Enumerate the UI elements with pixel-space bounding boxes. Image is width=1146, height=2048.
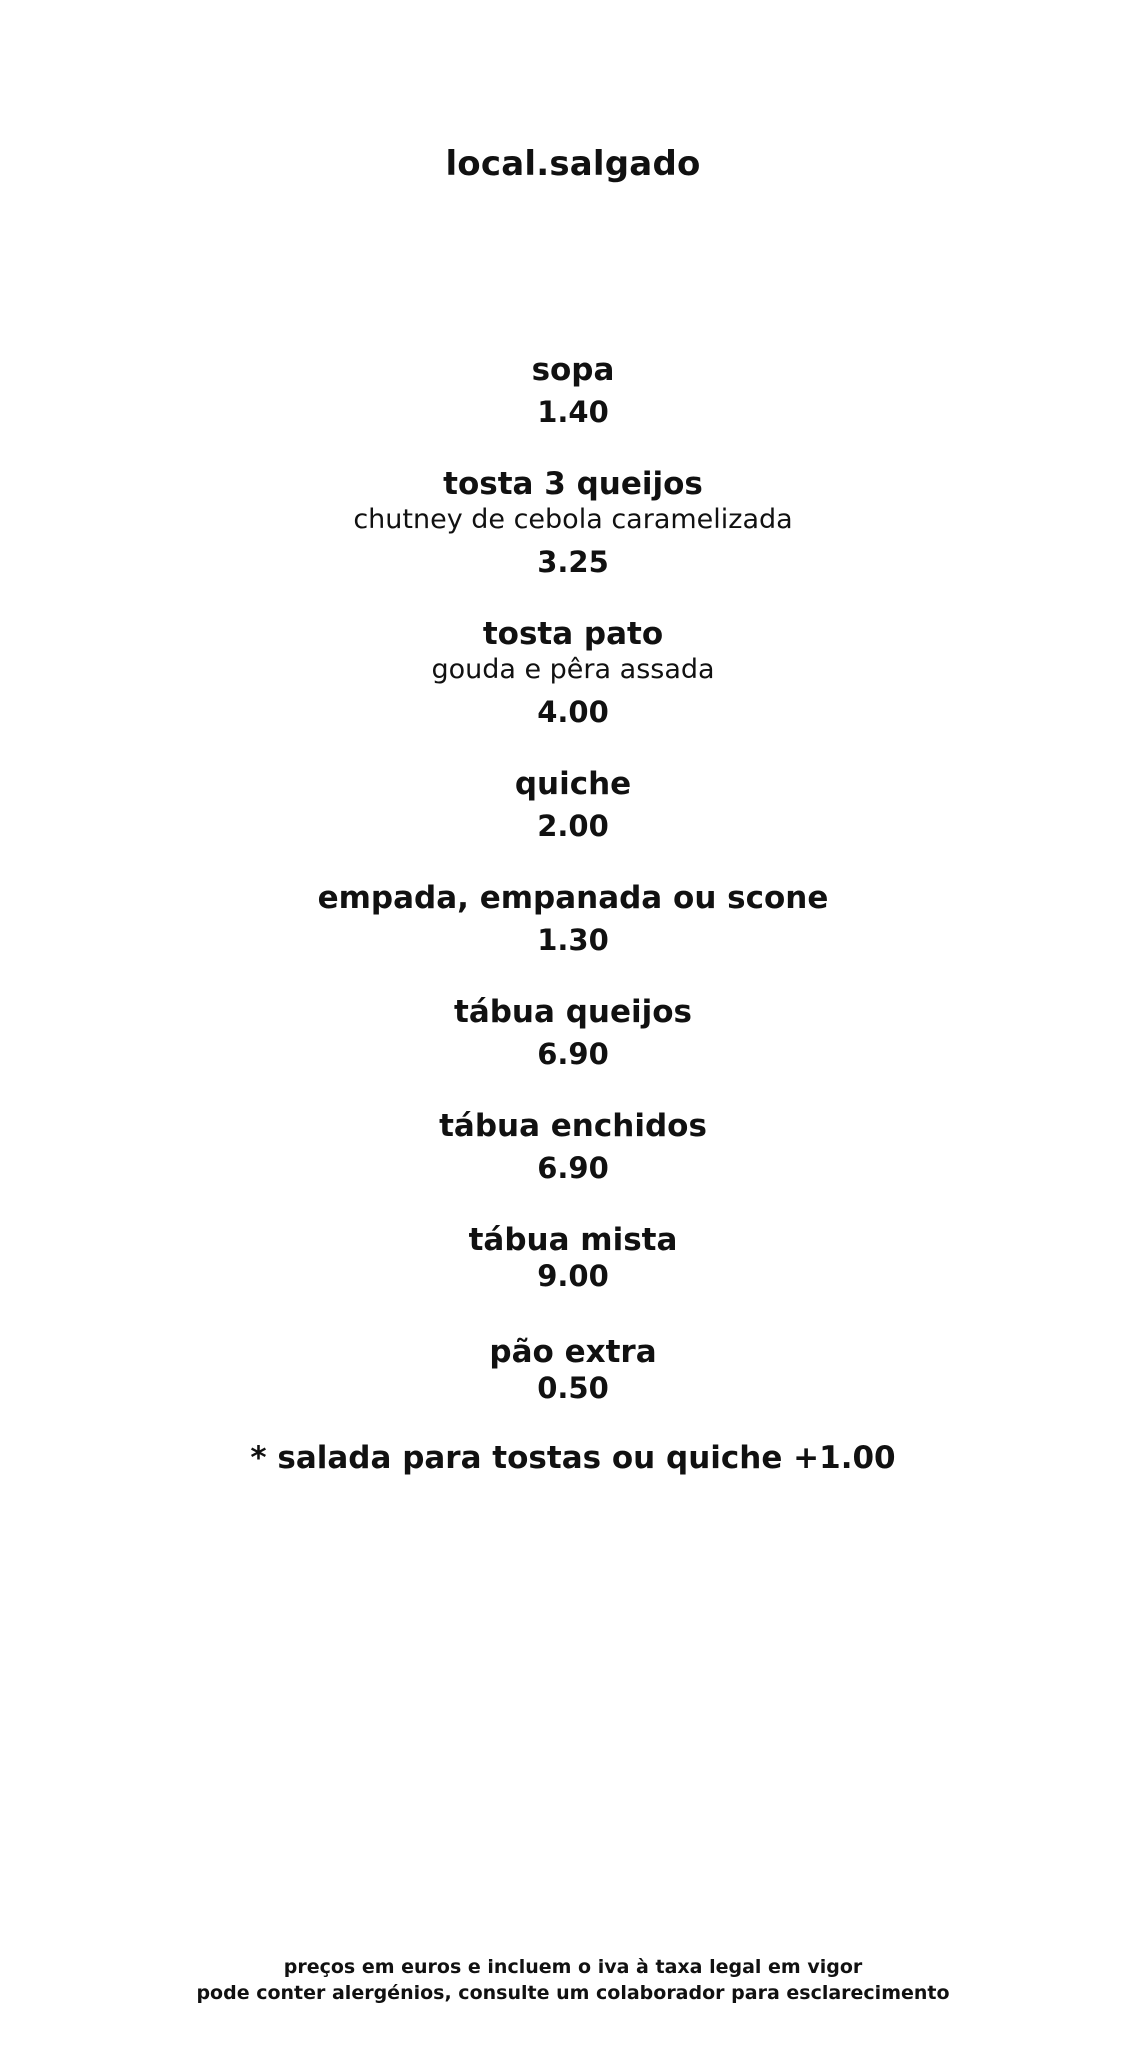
menu-item-price-tosta-3-queijos: 3.25 [537, 545, 609, 579]
menu-item-name-quiche: quiche [514, 766, 632, 802]
footer-allergens-note: pode conter alergénios, consulte um colaborador para esclarecimento [196, 1982, 950, 2004]
menu-item-description-tosta-pato: gouda e pêra assada [431, 654, 715, 685]
menu-item-price-quiche: 2.00 [537, 809, 609, 843]
menu-item-name-sopa: sopa [531, 352, 615, 388]
menu-item-name-tabua-mista: tábua mista [468, 1222, 678, 1258]
menu-item-name-tabua-queijos: tábua queijos [454, 994, 692, 1030]
menu-item-name-tosta-pato: tosta pato [482, 616, 664, 652]
footer-prices-note: preços em euros e incluem o iva à taxa legal em vigor [283, 1956, 863, 1978]
menu-title: local.salgado [445, 144, 701, 184]
menu-item-price-tosta-pato: 4.00 [537, 695, 609, 729]
menu-item-price-empada: 1.30 [537, 923, 609, 957]
salad-note: * salada para tostas ou quiche +1.00 [250, 1440, 896, 1476]
menu-item-price-tabua-queijos: 6.90 [537, 1037, 609, 1071]
menu-item-name-pao-extra: pão extra [489, 1334, 657, 1370]
menu-item-description-tosta-3-queijos: chutney de cebola caramelizada [353, 504, 793, 535]
menu-item-price-tabua-mista: 9.00 [537, 1259, 609, 1293]
menu-item-price-pao-extra: 0.50 [537, 1371, 609, 1405]
menu-item-price-sopa: 1.40 [537, 395, 609, 429]
menu-item-price-tabua-enchidos: 6.90 [537, 1151, 609, 1185]
menu-item-name-empada: empada, empanada ou scone [317, 880, 829, 916]
menu-item-name-tosta-3-queijos: tosta 3 queijos [443, 466, 703, 502]
menu-item-name-tabua-enchidos: tábua enchidos [439, 1108, 707, 1144]
